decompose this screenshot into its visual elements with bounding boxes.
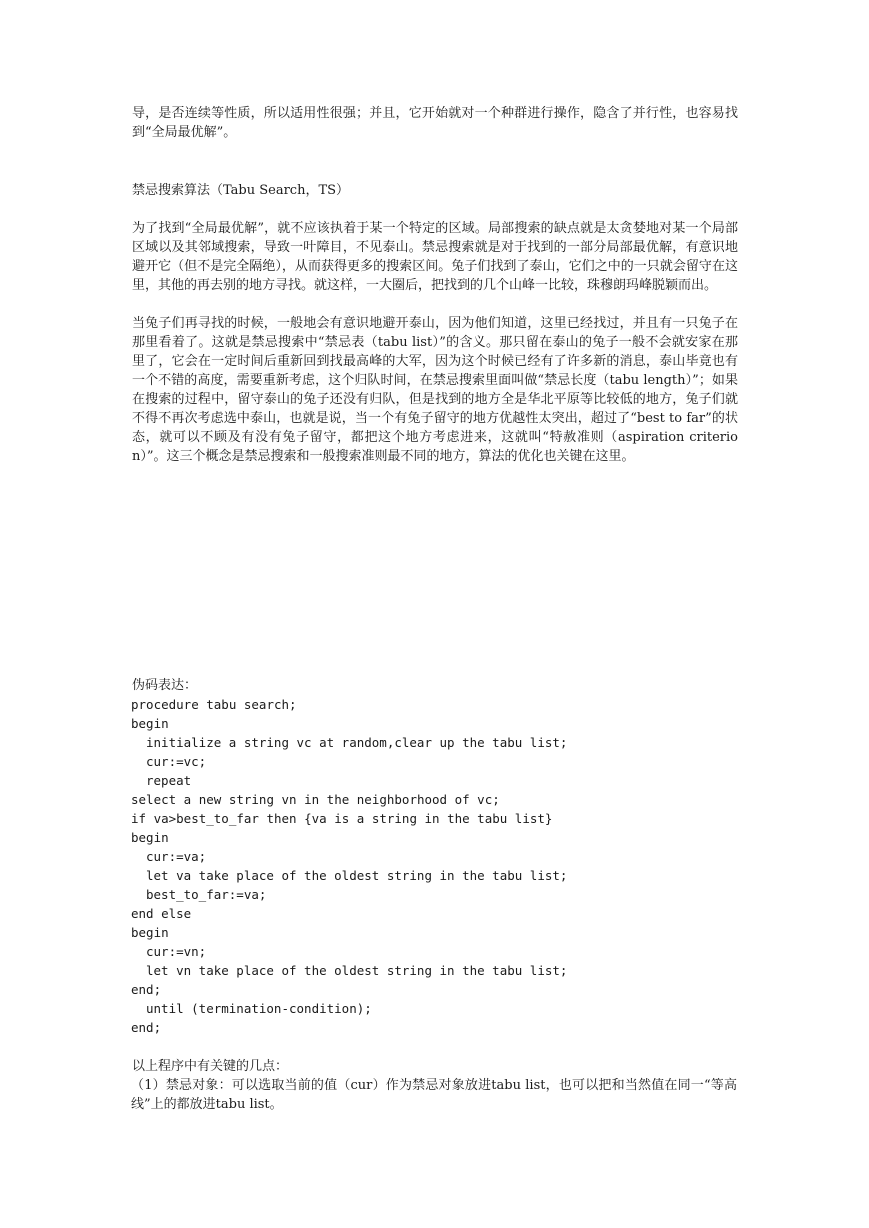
pseudocode-line: best_to_far:=va; — [146, 887, 267, 902]
pseudocode-line: let va take place of the oldest string in the tabu list; — [146, 868, 568, 883]
key-point-1: （1）禁忌对象：可以选取当前的值（cur）作为禁忌对象放进tabu list，也可以把和当然值在同一“等高线”上的都放进tabu list。 — [131, 1078, 737, 1112]
pseudocode-line: select a new string vn in the neighborhood of vc; — [131, 792, 500, 807]
pseudocode-line: begin — [131, 716, 169, 731]
key-points-heading: 以上程序中有关键的几点： — [132, 1059, 289, 1074]
section-title: 禁忌搜索算法（Tabu Search，TS） — [132, 183, 350, 198]
pseudocode-line: end else — [131, 906, 192, 921]
tabu-concepts-paragraph: 当兔子们再寻找的时候，一般地会有意识地避开泰山，因为他们知道，这里已经找过，并且有一只兔子在那里看着了。这就是禁忌搜索中“禁忌表（tabu list）”的含义。那只留在泰山的兔子一般不会就安家在那里了，它会在一定时间后重新回到找最高峰的大军，因为这个时候已经有了许多新的消息，泰山毕竟也有一个不错的高度，需要重新考虑，这个归队时间，在禁忌搜索里面叫做“禁忌长度（tabu length）”；如果在搜索的过程中，留守泰山的兔子还没有归队，但是找到的地方全是华北平原等比较低的地方，兔子们就不得不再次考虑选中泰山，也就是说，当一个有兔子留守的地方优越性太突出，超过了“best to far”的状态，就可以不顾及有没有兔子留守，都把这个地方考虑进来，这就叫“特赦准则（aspiration criterion）”。这三个概念是禁忌搜索和一般搜索准则最不同的地方，算法的优化也关键在这里。 — [132, 316, 738, 464]
pseudocode-line: end; — [131, 982, 162, 997]
pseudocode-line: if va>best_to_far then {va is a string in the tabu list} — [131, 811, 553, 826]
pseudocode-line: cur:=vc; — [146, 754, 207, 769]
pseudocode-line: cur:=va; — [146, 849, 207, 864]
pseudocode-block — [131, 695, 567, 1037]
pseudocode-line: end; — [131, 1020, 162, 1035]
intro-continuation-paragraph: 导，是否连续等性质，所以适用性很强；并且，它开始就对一个种群进行操作，隐含了并行性，也容易找到“全局最优解”。 — [132, 106, 738, 140]
pseudocode-line: begin — [131, 830, 169, 845]
pseudocode-line: let vn take place of the oldest string in the tabu list; — [146, 963, 568, 978]
tabu-intro-paragraph: 为了找到“全局最优解”，就不应该执着于某一个特定的区域。局部搜索的缺点就是太贪婪地对某一个局部区域以及其邻域搜索，导致一叶障目，不见泰山。禁忌搜索就是对于找到的一部分局部最优解，有意识地避开它（但不是完全隔绝），从而获得更多的搜索区间。兔子们找到了泰山，它们之中的一只就会留守在这里，其他的再去别的地方寻找。就这样，一大圈后，把找到的几个山峰一比较，珠穆朗玛峰脱颖而出。 — [132, 221, 738, 293]
pseudocode-line: begin — [131, 925, 169, 940]
pseudocode-line: procedure tabu search; — [131, 697, 297, 712]
pseudocode-line: repeat — [146, 773, 192, 788]
pseudocode-line: cur:=vn; — [146, 944, 207, 959]
pseudocode-line: until (termination-condition); — [146, 1001, 372, 1016]
pseudocode-line: initialize a string vc at random,clear up the tabu list; — [146, 735, 568, 750]
pseudocode-label: 伪码表达： — [132, 678, 198, 693]
